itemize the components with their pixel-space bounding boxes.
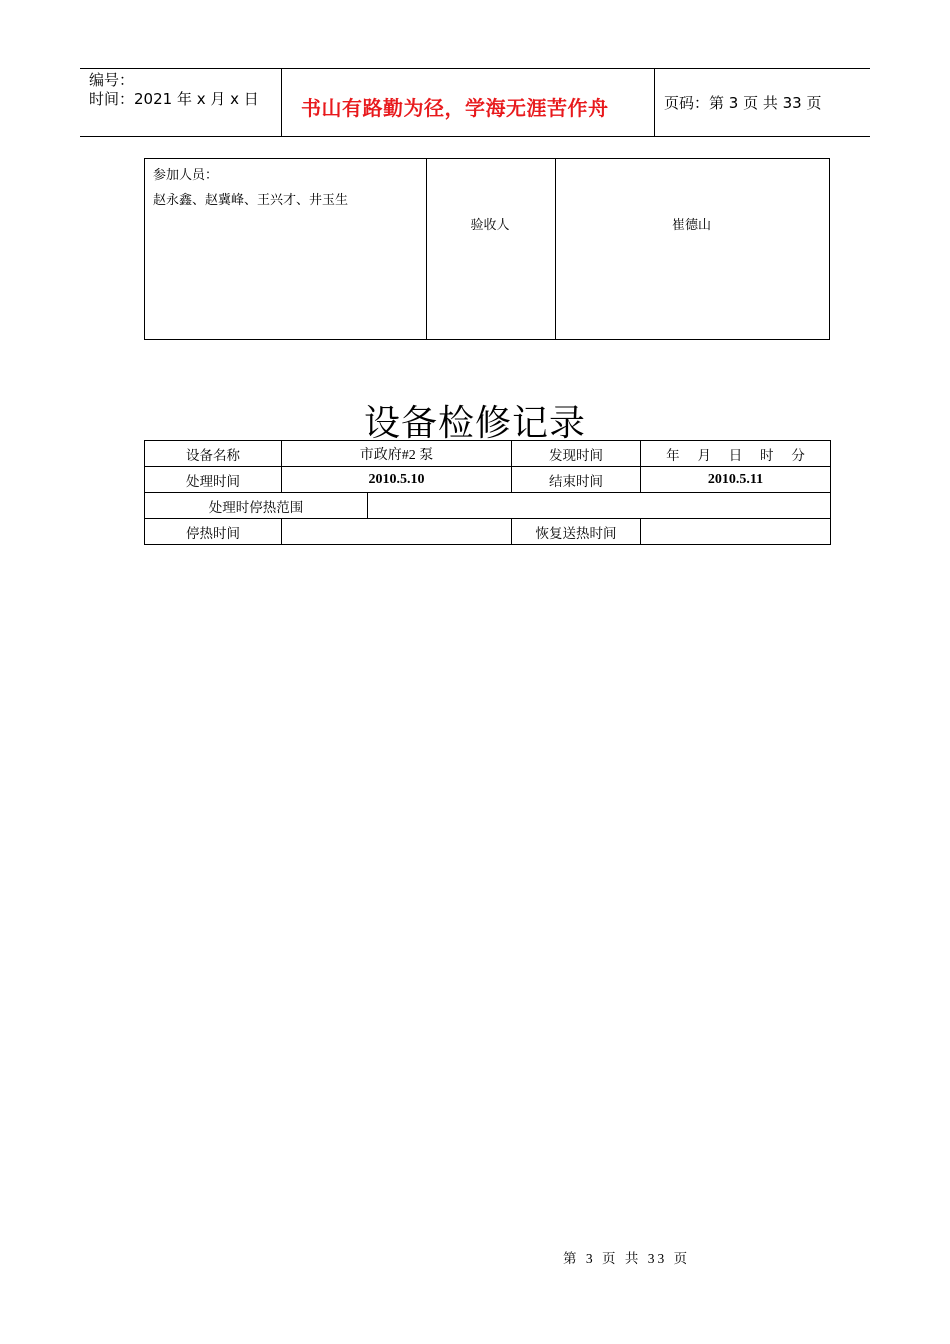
heat-stop-time-value: [282, 519, 512, 545]
header-page-label: 页码：第 3 页 共 33 页: [664, 94, 822, 112]
header-top-border: [80, 68, 870, 69]
table-row: [145, 441, 831, 467]
heat-stop-range-value: [368, 493, 831, 519]
acceptor-name-cell: [555, 158, 830, 340]
found-time-label: 发现时间: [512, 441, 641, 467]
header-bottom-border: [80, 136, 870, 137]
heat-stop-range-label: 处理时停热范围: [145, 493, 368, 519]
found-time-value: 年 月 日 时 分: [641, 441, 831, 467]
acceptor-label-cell: [426, 158, 556, 340]
heat-restore-time-label: 恢复送热时间: [512, 519, 641, 545]
header-number-label: 编号：: [89, 71, 135, 89]
end-time-label: 结束时间: [512, 467, 641, 493]
header-divider-right: [654, 68, 655, 136]
process-time-label: 处理时间: [145, 467, 282, 493]
table-row: [145, 519, 831, 545]
heat-stop-time-label: 停热时间: [145, 519, 282, 545]
device-name-label: 设备名称: [145, 441, 282, 467]
table-row: [145, 493, 831, 519]
heat-restore-time-value: [641, 519, 831, 545]
header-divider-left: [281, 68, 282, 136]
maintenance-record-table: [144, 440, 831, 545]
record-title: 设备检修记录: [363, 403, 586, 444]
table-row: [145, 467, 831, 493]
process-time-value: 2010.5.10: [282, 467, 512, 493]
header-motto: 书山有路勤为径，学海无涯苦作舟: [301, 96, 609, 120]
participants-names: 赵永鑫、赵冀峰、王兴才、井玉生: [153, 193, 349, 208]
device-name-value: 市政府#2 泵: [282, 441, 512, 467]
participants-cell: [144, 158, 427, 340]
participants-label: 参加人员：: [153, 168, 219, 183]
acceptor-name: 崔德山: [671, 218, 711, 233]
end-time-value: 2010.5.11: [641, 467, 831, 493]
header-date: 时间：2021 年 x 月 x 日: [89, 90, 259, 108]
footer-page-number: 第 3 页 共 33 页: [563, 1251, 691, 1266]
acceptor-label: 验收人: [470, 218, 510, 233]
